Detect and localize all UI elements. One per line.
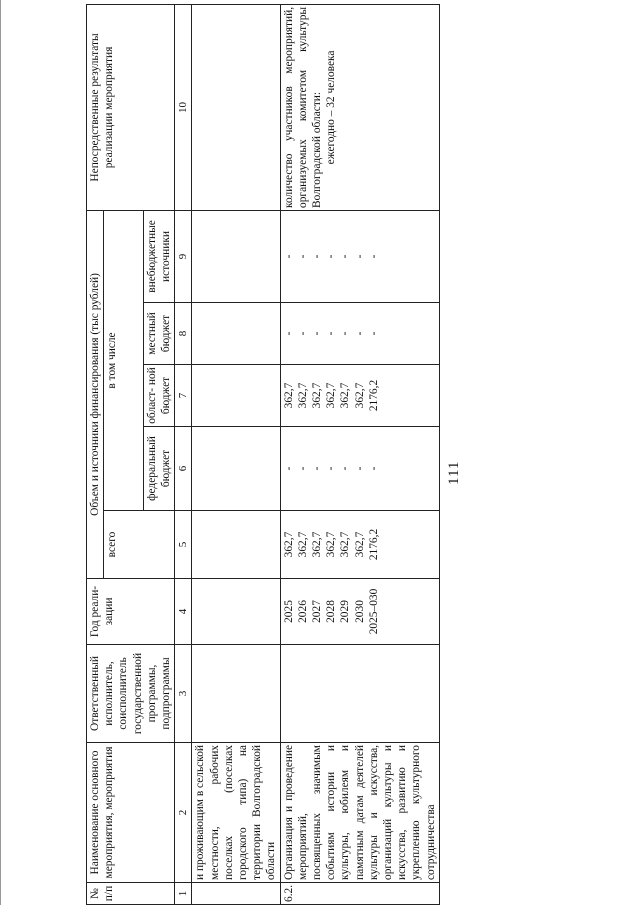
result-value: ежегодно – 32 человека (325, 50, 338, 165)
col-num: 9 (175, 210, 192, 302)
regional-value: 362,7 (311, 382, 324, 409)
regional-value: 362,7 (353, 382, 366, 409)
header-federal: федеральный бюджет (143, 427, 174, 511)
col-num: 8 (175, 303, 192, 365)
header-results: Непосредственные результаты реализации мероприятия (87, 4, 175, 210)
header-extrabudget: внебюджетные источники (143, 210, 174, 302)
federal-value: - (311, 466, 324, 471)
local-value: - (296, 331, 309, 336)
financing-table (86, 4, 440, 905)
carryover-row (192, 4, 280, 904)
year-value: 2025 (282, 600, 295, 623)
extrabudget-value: - (353, 254, 366, 259)
col-num: 3 (175, 645, 192, 743)
local-value: - (311, 331, 324, 336)
header-total: всего (104, 511, 175, 579)
row-number: 6.2. (280, 883, 439, 905)
page-number: 111 (446, 460, 462, 485)
col-num: 4 (175, 579, 192, 645)
regional-value: 362,7 (282, 382, 295, 409)
total-value: 362,7 (311, 531, 324, 558)
total-value: 362,7 (325, 531, 338, 558)
extrabudget-value: - (367, 254, 380, 259)
extrabudget-value: - (325, 254, 338, 259)
federal-value: - (353, 466, 366, 471)
year-value: 2025–030 (367, 588, 380, 635)
row-name: Организация и проведение мероприятий, посвященных значимым событиям истории и культуры, юбилеям и памятным датам деятелей культуры и искусства, организаций культуры и искусства, развитию и укреплению культурного сотрудничества (280, 743, 439, 883)
extrabudget-value: - (339, 254, 352, 259)
federal-value: - (325, 466, 338, 471)
header-number: № п/п (87, 883, 175, 905)
local-value: - (367, 331, 380, 336)
header-executor: Ответственный исполнитель, соисполнитель государственной программы, подпрограммы (87, 645, 175, 743)
extrabudget-value: - (311, 254, 324, 259)
local-value: - (353, 331, 366, 336)
header-including: в том числе (104, 210, 144, 510)
header-name: Наименование основного мероприятия, мероприятия (87, 743, 175, 883)
year-value: 2028 (325, 600, 338, 623)
years-list (280, 579, 439, 645)
col-num: 2 (175, 743, 192, 883)
year-value: 2027 (311, 600, 324, 623)
year-value: 2029 (339, 600, 352, 623)
federal-value: - (367, 466, 380, 471)
col-num: 5 (175, 511, 192, 579)
year-value: 2030 (353, 600, 366, 623)
column-numbers-row (175, 4, 192, 904)
carryover-text: и проживающим в сельской местности, рабочих поселках (поселках городского типа) на территории Волгоградской области (192, 743, 280, 883)
regional-value: 362,7 (296, 382, 309, 409)
col-num: 6 (175, 427, 192, 511)
regional-value: 362,7 (339, 382, 352, 409)
federal-list (280, 427, 439, 511)
result-cell (280, 4, 439, 210)
local-list (280, 303, 439, 365)
total-value: 362,7 (339, 531, 352, 558)
table-row (280, 4, 439, 904)
federal-value: - (282, 466, 295, 471)
regional-value: 362,7 (325, 382, 338, 409)
extrabudget-list (280, 210, 439, 302)
total-value: 362,7 (282, 531, 295, 558)
extrabudget-value: - (282, 254, 295, 259)
regional-list (280, 365, 439, 427)
federal-value: - (339, 466, 352, 471)
col-num: 7 (175, 365, 192, 427)
total-value: 362,7 (353, 531, 366, 558)
regional-value: 2176,2 (367, 379, 380, 412)
year-value: 2026 (296, 600, 309, 623)
local-value: - (325, 331, 338, 336)
federal-value: - (296, 466, 309, 471)
local-value: - (339, 331, 352, 336)
total-value: 2176,2 (367, 528, 380, 561)
result-text: количество участников мероприятий, организуемых комитетом культуры Волгоградской области: (282, 6, 324, 208)
header-financing: Объем и источники финансирования (тыс рублей) (87, 210, 104, 578)
total-list (280, 511, 439, 579)
total-value: 362,7 (296, 531, 309, 558)
col-num: 1 (175, 883, 192, 905)
local-value: - (282, 331, 295, 336)
extrabudget-value: - (296, 254, 309, 259)
header-year: Год реали- зации (87, 579, 175, 645)
col-num: 10 (175, 4, 192, 210)
header-local: местный бюджет (143, 303, 174, 365)
header-regional: област- ной бюджет (143, 365, 174, 427)
